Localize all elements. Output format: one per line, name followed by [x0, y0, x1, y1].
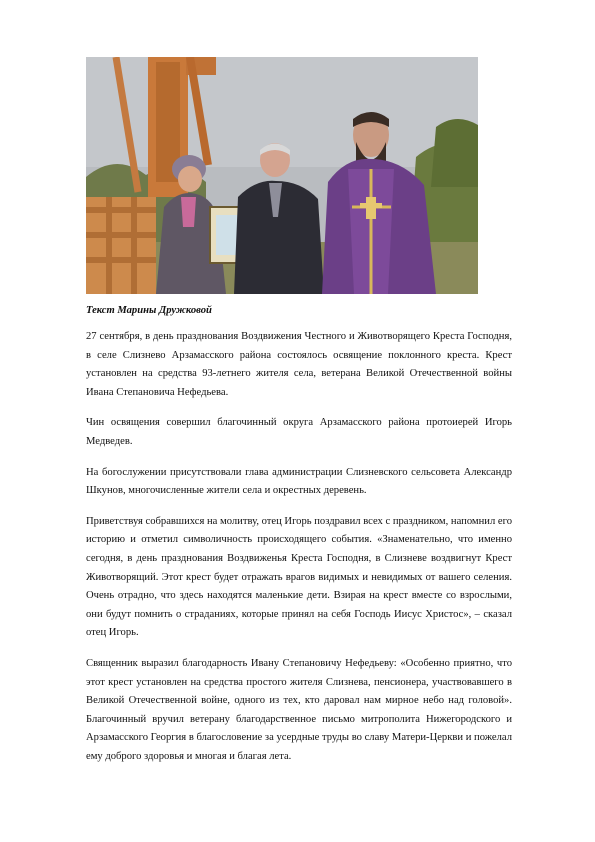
paragraph: Священник выразил благодарность Ивану Степановичу Нефедьеву: «Особенно приятно, что этот крест установлен на средства простого жителя Слизнева, пенсионера, участвовавшего в Великой Отечественной войне, одного из тех, кто даровал нам мирное небо над головой». Благочинный вручил ветерану благодарственное письмо митрополита Нижегородского и Арзамасского Георгия в благословение за усердные труды во славу Матери-Церкви и пожелал ему доброго здоровья и многая и благая лета.	[86, 657, 512, 762]
article-photo	[86, 57, 478, 294]
paragraph: Приветствуя собравшихся на молитву, отец Игорь поздравил всех с праздником, напомнил его историю и отметил символичность происходящего события. «Знаменательно, что именно сегодня, в день празднования Воздвиженья Креста Господня, в Слизневе воздвигнут Крест Животворящий. Этот крест будет отражать врагов видимых и невидимых от вашего селения. Очень отрадно, что здесь находятся маленькие дети. Взирая на крест вместе со взрослыми, они будут помнить о страданиях, которые принял на себя Господь Иисус Христос», – сказал отец Игорь.	[86, 515, 512, 639]
photo-illustration	[86, 57, 478, 294]
paragraph: Чин освящения совершил благочинный округа Арзамасского района протоиерей Игорь Медведев.	[86, 417, 512, 447]
paragraph: На богослужении присутствовали глава администрации Слизневского сельсовета Александр Шкунов, многочисленные жители села и окрестных деревень.	[86, 466, 512, 497]
paragraph: 27 сентября, в день празднования Воздвижения Честного и Животворящего Креста Господня, в селе Слизнево Арзамасского района состоялось освящение поклонного креста. Крест установлен на средства 93-летнего жителя села, ветерана Великой Отечественной войны Ивана Степановича Нефедьева.	[86, 331, 512, 398]
article-body	[86, 328, 512, 778]
author-caption: Текст Марины Дружковой	[86, 305, 212, 316]
